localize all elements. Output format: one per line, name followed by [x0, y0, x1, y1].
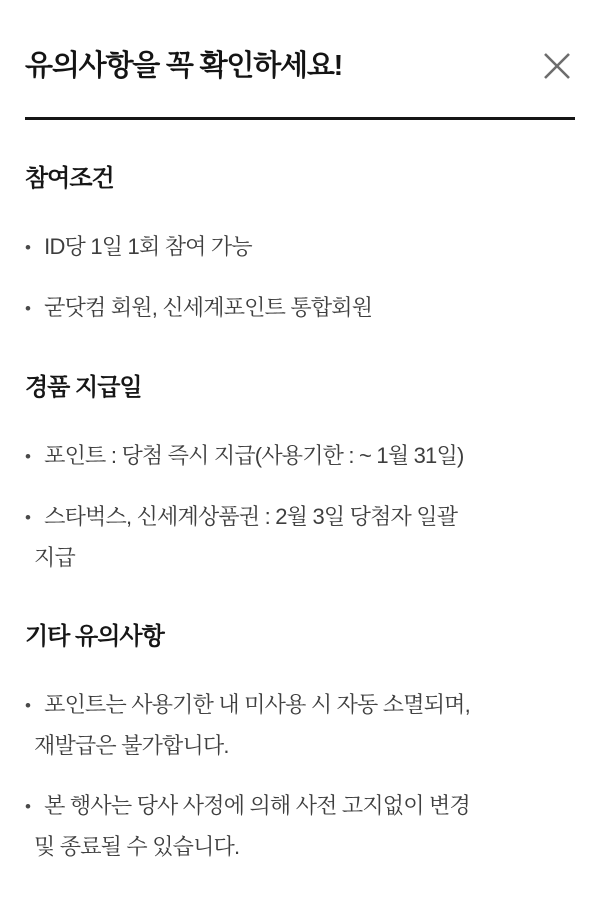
bullet-icon: • [25, 238, 31, 257]
section-participation [25, 164, 575, 329]
bullet-icon: • [25, 447, 31, 466]
notes-list [25, 436, 575, 578]
note-text: ID당 1일 1회 참여 가능 [44, 234, 252, 259]
note-text: 포인트 : 당첨 즉시 지급(사용기한 : ~ 1월 31일) [44, 443, 464, 468]
modal-header [25, 0, 575, 85]
bullet-icon: • [25, 696, 31, 715]
section-heading-other-notices: 기타 유의사항 [25, 623, 164, 650]
title-divider [25, 117, 575, 120]
note-item [25, 497, 575, 578]
note-item [25, 227, 575, 268]
bullet-icon: • [25, 797, 31, 816]
section-other-notices [25, 622, 575, 867]
section-heading-prize-dates: 경품 지급일 [25, 374, 142, 401]
bullet-icon: • [25, 299, 31, 318]
note-text: 스타벅스, 신세계상품권 : 2월 3일 당첨자 일괄 지급 [34, 504, 458, 570]
note-item [25, 436, 575, 477]
notes-list [25, 685, 575, 867]
note-text: 굳닷컴 회원, 신세계포인트 통합회원 [44, 295, 373, 320]
section-heading-participation: 참여조건 [25, 165, 114, 192]
section-prize-dates [25, 373, 575, 578]
note-item [25, 288, 575, 329]
note-item [25, 786, 575, 867]
close-button[interactable] [539, 48, 575, 84]
note-text: 본 행사는 당사 사정에 의해 사전 고지없이 변경 및 종료될 수 있습니다. [34, 793, 470, 859]
note-text: 포인트는 사용기한 내 미사용 시 자동 소멸되며, 재발급은 불가합니다. [34, 692, 470, 758]
notes-list [25, 227, 575, 329]
modal-title: 유의사항을 꼭 확인하세요! [25, 50, 343, 82]
close-icon [542, 51, 572, 81]
bullet-icon: • [25, 508, 31, 527]
note-item [25, 685, 575, 766]
